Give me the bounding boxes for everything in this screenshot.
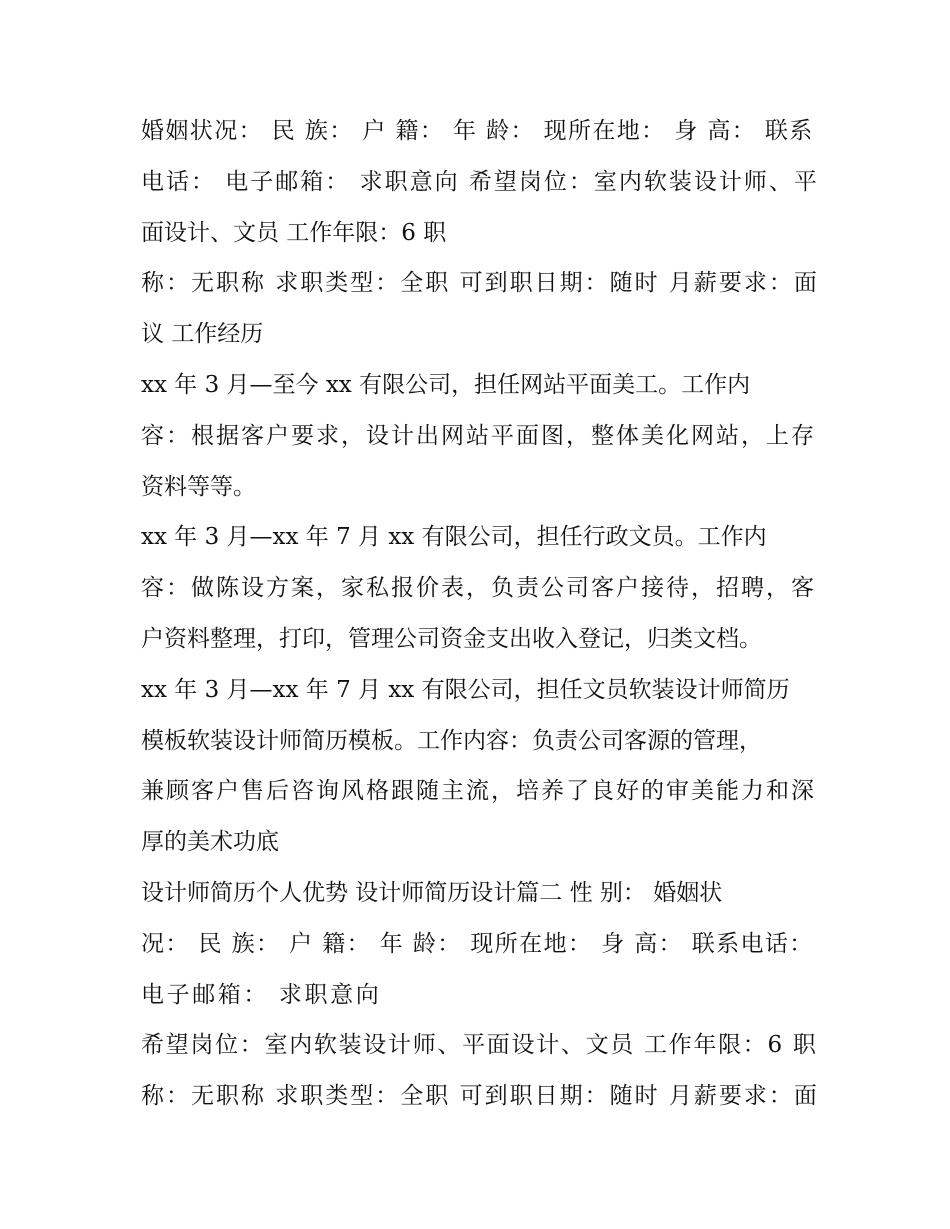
text-line: xx 年 3 月—xx 年 7 月 xx 有限公司，担任文员软装设计师简历 [141,676,790,703]
text-line: 资料等等。 [141,473,256,500]
text-line: 称：无职称 求职类型：全职 可到职日期：随时 月薪要求：面 [141,1083,819,1110]
text-line: 婚姻状况： 民 族： 户 籍： 年 龄： 现所在地： 身 高： 联系 [141,118,814,144]
text-line: 户资料整理，打印，管理公司资金支出收入登记，归类文档。 [141,625,762,652]
text-line: 设计师简历个人优势 设计师简历设计篇二 性 别： 婚姻状 [141,879,723,906]
body-text [141,106,821,1122]
text-line: 议 工作经历 [141,321,264,348]
text-line: 称：无职称 求职类型：全职 可到职日期：随时 月薪要求：面 [141,270,819,297]
text-line: 兼顾客户售后咨询风格跟随主流，培养了良好的审美能力和深 [141,778,816,805]
text-line: xx 年 3 月—至今 xx 有限公司，担任网站平面美工。工作内 [141,371,751,398]
text-line: 电话： 电子邮箱： 求职意向 希望岗位：室内软装设计师、平 [141,168,819,195]
text-line: 况： 民 族： 户 籍： 年 龄： 现所在地： 身 高： 联系电话： [141,930,814,957]
text-line: 希望岗位：室内软装设计师、平面设计、文员 工作年限：6 职 [141,1032,818,1059]
text-line: 模板软装设计师简历模板。工作内容：负责公司客源的管理， [141,727,762,754]
text-line: 容：根据客户要求，设计出网站平面图，整体美化网站，上存 [141,422,816,449]
text-line: 厚的美术功底 [141,829,279,856]
text-line: 容：做陈设方案，家私报价表，负责公司客户接待，招聘，客 [141,575,816,602]
text-line: xx 年 3 月—xx 年 7 月 xx 有限公司，担任行政文员。工作内 [141,524,767,551]
text-line: 电子邮箱： 求职意向 [141,981,382,1008]
text-line: 面设计、文员 工作年限：6 职 [141,219,447,246]
